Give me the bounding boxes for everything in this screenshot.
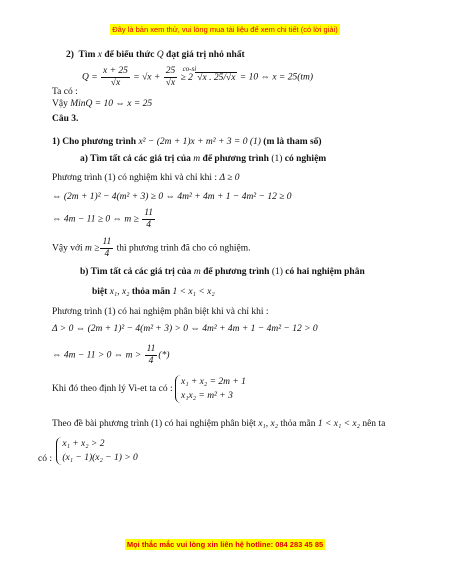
bottom-hotline-banner	[0, 540, 450, 549]
theo-eqref: (1)	[151, 419, 163, 429]
theo-text1: Theo đề bài phương trình	[52, 419, 149, 429]
part2-text-min: đạt giá trị nhỏ nhất	[166, 50, 245, 60]
theo-line	[52, 418, 385, 430]
a-head-eqref: (1)	[271, 154, 283, 164]
vieta-block	[52, 375, 246, 403]
a-l3-text: ⇔ 4m − 11 ≥ 0 ⇔ m ≥	[52, 214, 139, 225]
part-b-heading-1	[80, 266, 365, 278]
a-l1-text: Phương trình	[52, 173, 103, 183]
top-banner-text: Đây là bản xem thử, vui lòng mua tài liệu để xem chi tiết (có lời giải)	[112, 25, 338, 34]
b-l3-num: 11	[146, 344, 156, 354]
theo-x: x₁, x₂	[258, 419, 278, 429]
q-eq-root: √x . 25/√x	[197, 72, 236, 83]
b-line2: Δ > 0 ⇔ (2m + 1)² − 4(m² + 3) > 0 ⇔ 4m² + 4m + 1 − 4m² − 12 > 0	[52, 324, 318, 334]
p1-param-note: (m là tham số)	[263, 137, 322, 147]
a-head-text2: để phương trình	[202, 154, 269, 164]
part2-var-q: Q	[156, 50, 164, 60]
top-preview-banner	[0, 25, 450, 34]
b-l1-cond: có hai nghiệm phân biệt khi và chỉ khi :	[117, 307, 269, 317]
part2-var-x: x	[97, 50, 102, 60]
b-l3-den: 4	[148, 356, 154, 366]
b-l3-frac	[145, 344, 158, 367]
b-l1-eqref: (1)	[104, 307, 116, 317]
b-head-text1: b) Tìm tất cả các giá trị của	[80, 267, 192, 277]
a-l1-eqref: (1)	[104, 173, 116, 183]
a-line1	[52, 172, 240, 184]
part-a-heading	[80, 153, 326, 165]
co-block	[38, 437, 138, 465]
a-head-text1: a) Tìm tất cả các giá trị của	[80, 154, 191, 164]
q-eq-ge-wrap	[180, 64, 197, 84]
b-head-eqref: (1)	[271, 267, 283, 277]
vieta-system	[175, 375, 246, 403]
a-l1-delta: Δ ≥ 0	[219, 173, 240, 183]
conclusion-vay: Vậy	[52, 99, 68, 109]
b-head2-text1: biệt	[92, 287, 108, 297]
cau3-title: Câu 3.	[52, 114, 79, 124]
part-b-heading-2	[92, 286, 215, 298]
q-eq-frac1	[101, 66, 130, 89]
co-label: có :	[38, 454, 52, 464]
a-l3-frac	[142, 208, 155, 231]
a-l4-den: 4	[104, 249, 110, 259]
a-l4-frac	[100, 237, 113, 260]
a-head-text3: có nghiệm	[284, 154, 327, 164]
b-head2-text2: thỏa mãn	[131, 287, 171, 297]
theo-ineq: 1 < x₁ < x₂	[317, 419, 360, 429]
ta-co-label: Ta có :	[52, 87, 78, 97]
vieta-sum: x₁ + x₂ = 2m + 1	[181, 377, 246, 387]
q-eq-frac2-num: 25	[165, 66, 176, 76]
conclusion-formula: MinQ = 10 ⇔ x = 25	[70, 99, 153, 109]
a-head-m: m	[193, 154, 201, 164]
b-line3	[52, 344, 170, 367]
condition-system	[56, 437, 137, 465]
q-eq-frac2-den: √x	[165, 78, 176, 88]
theo-text3: thỏa mãn	[280, 419, 316, 429]
b-l3-star: (*)	[158, 350, 170, 361]
q-eq-frac1-den: √x	[110, 78, 121, 88]
part2-text-expr: để biểu thức	[104, 50, 155, 60]
a-l4-num: 11	[102, 237, 112, 247]
p1-text: 1) Cho phương trình	[52, 137, 137, 147]
b-head-text2: để phương trình	[203, 267, 270, 277]
q-eq-frac2	[164, 66, 178, 89]
b-head2-x: x₁, x₂	[109, 287, 130, 297]
a-l4-m: m ≥	[85, 243, 100, 254]
a-l1-cond: có nghiệm khi và chỉ khi :	[117, 173, 218, 183]
q-eq-ge: ≥ 2	[180, 72, 193, 83]
q-eq-lhs: Q =	[82, 72, 98, 83]
a-line4	[52, 237, 251, 260]
part2-conclusion	[52, 98, 152, 110]
part2-heading	[66, 49, 245, 61]
b-l1-text: Phương trình	[52, 307, 103, 317]
cond-product: (x₁ − 1)(x₂ − 1) > 0	[62, 453, 138, 463]
part2-text-find: Tìm	[78, 50, 96, 60]
cau3-part1-heading	[52, 136, 322, 148]
a-l4-text2: thì phương trình đã cho có nghiệm.	[116, 243, 251, 254]
q-equation	[82, 66, 313, 89]
q-eq-tail: = 10 ⇔ x = 25(tm)	[239, 72, 314, 83]
b-line1	[52, 306, 269, 318]
b-head-text3: có hai nghiệm phân	[285, 267, 365, 277]
part2-number: 2)	[66, 50, 74, 60]
p1-equation: x² − (2m + 1)x + m² + 3 = 0 (1)	[138, 137, 261, 147]
a-l4-text1: Vậy với	[52, 243, 83, 254]
b-l3-text: ⇔ 4m − 11 > 0 ⇔ m >	[52, 350, 142, 361]
vieta-product: x₁x₂ = m² + 3	[181, 391, 233, 401]
a-l3-den: 4	[146, 220, 151, 230]
a-line3	[52, 208, 156, 231]
theo-text2: có hai nghiệm phân biệt	[164, 419, 256, 429]
cond-sum: x₁ + x₂ > 2	[62, 439, 105, 449]
b-head-m: m	[193, 267, 201, 277]
q-eq-frac1-num: x + 25	[103, 66, 128, 76]
q-eq-mid: = √x +	[133, 72, 161, 83]
vieta-text: Khi đó theo định lý Vi-et ta có :	[52, 384, 173, 394]
bottom-banner-text: Mọi thắc mắc vui lòng xin liên hệ hotline: 084 283 45 85	[126, 540, 324, 549]
a-line2: ⇔ (2m + 1)² − 4(m² + 3) ≥ 0 ⇔ 4m² + 4m + 1 − 4m² − 12 ≥ 0	[52, 192, 292, 202]
q-eq-cosi: co-si	[182, 64, 197, 73]
theo-text4: nên ta	[362, 419, 386, 429]
a-l3-num: 11	[144, 208, 154, 218]
b-head2-ineq: 1 < x₁ < x₂	[172, 287, 215, 297]
